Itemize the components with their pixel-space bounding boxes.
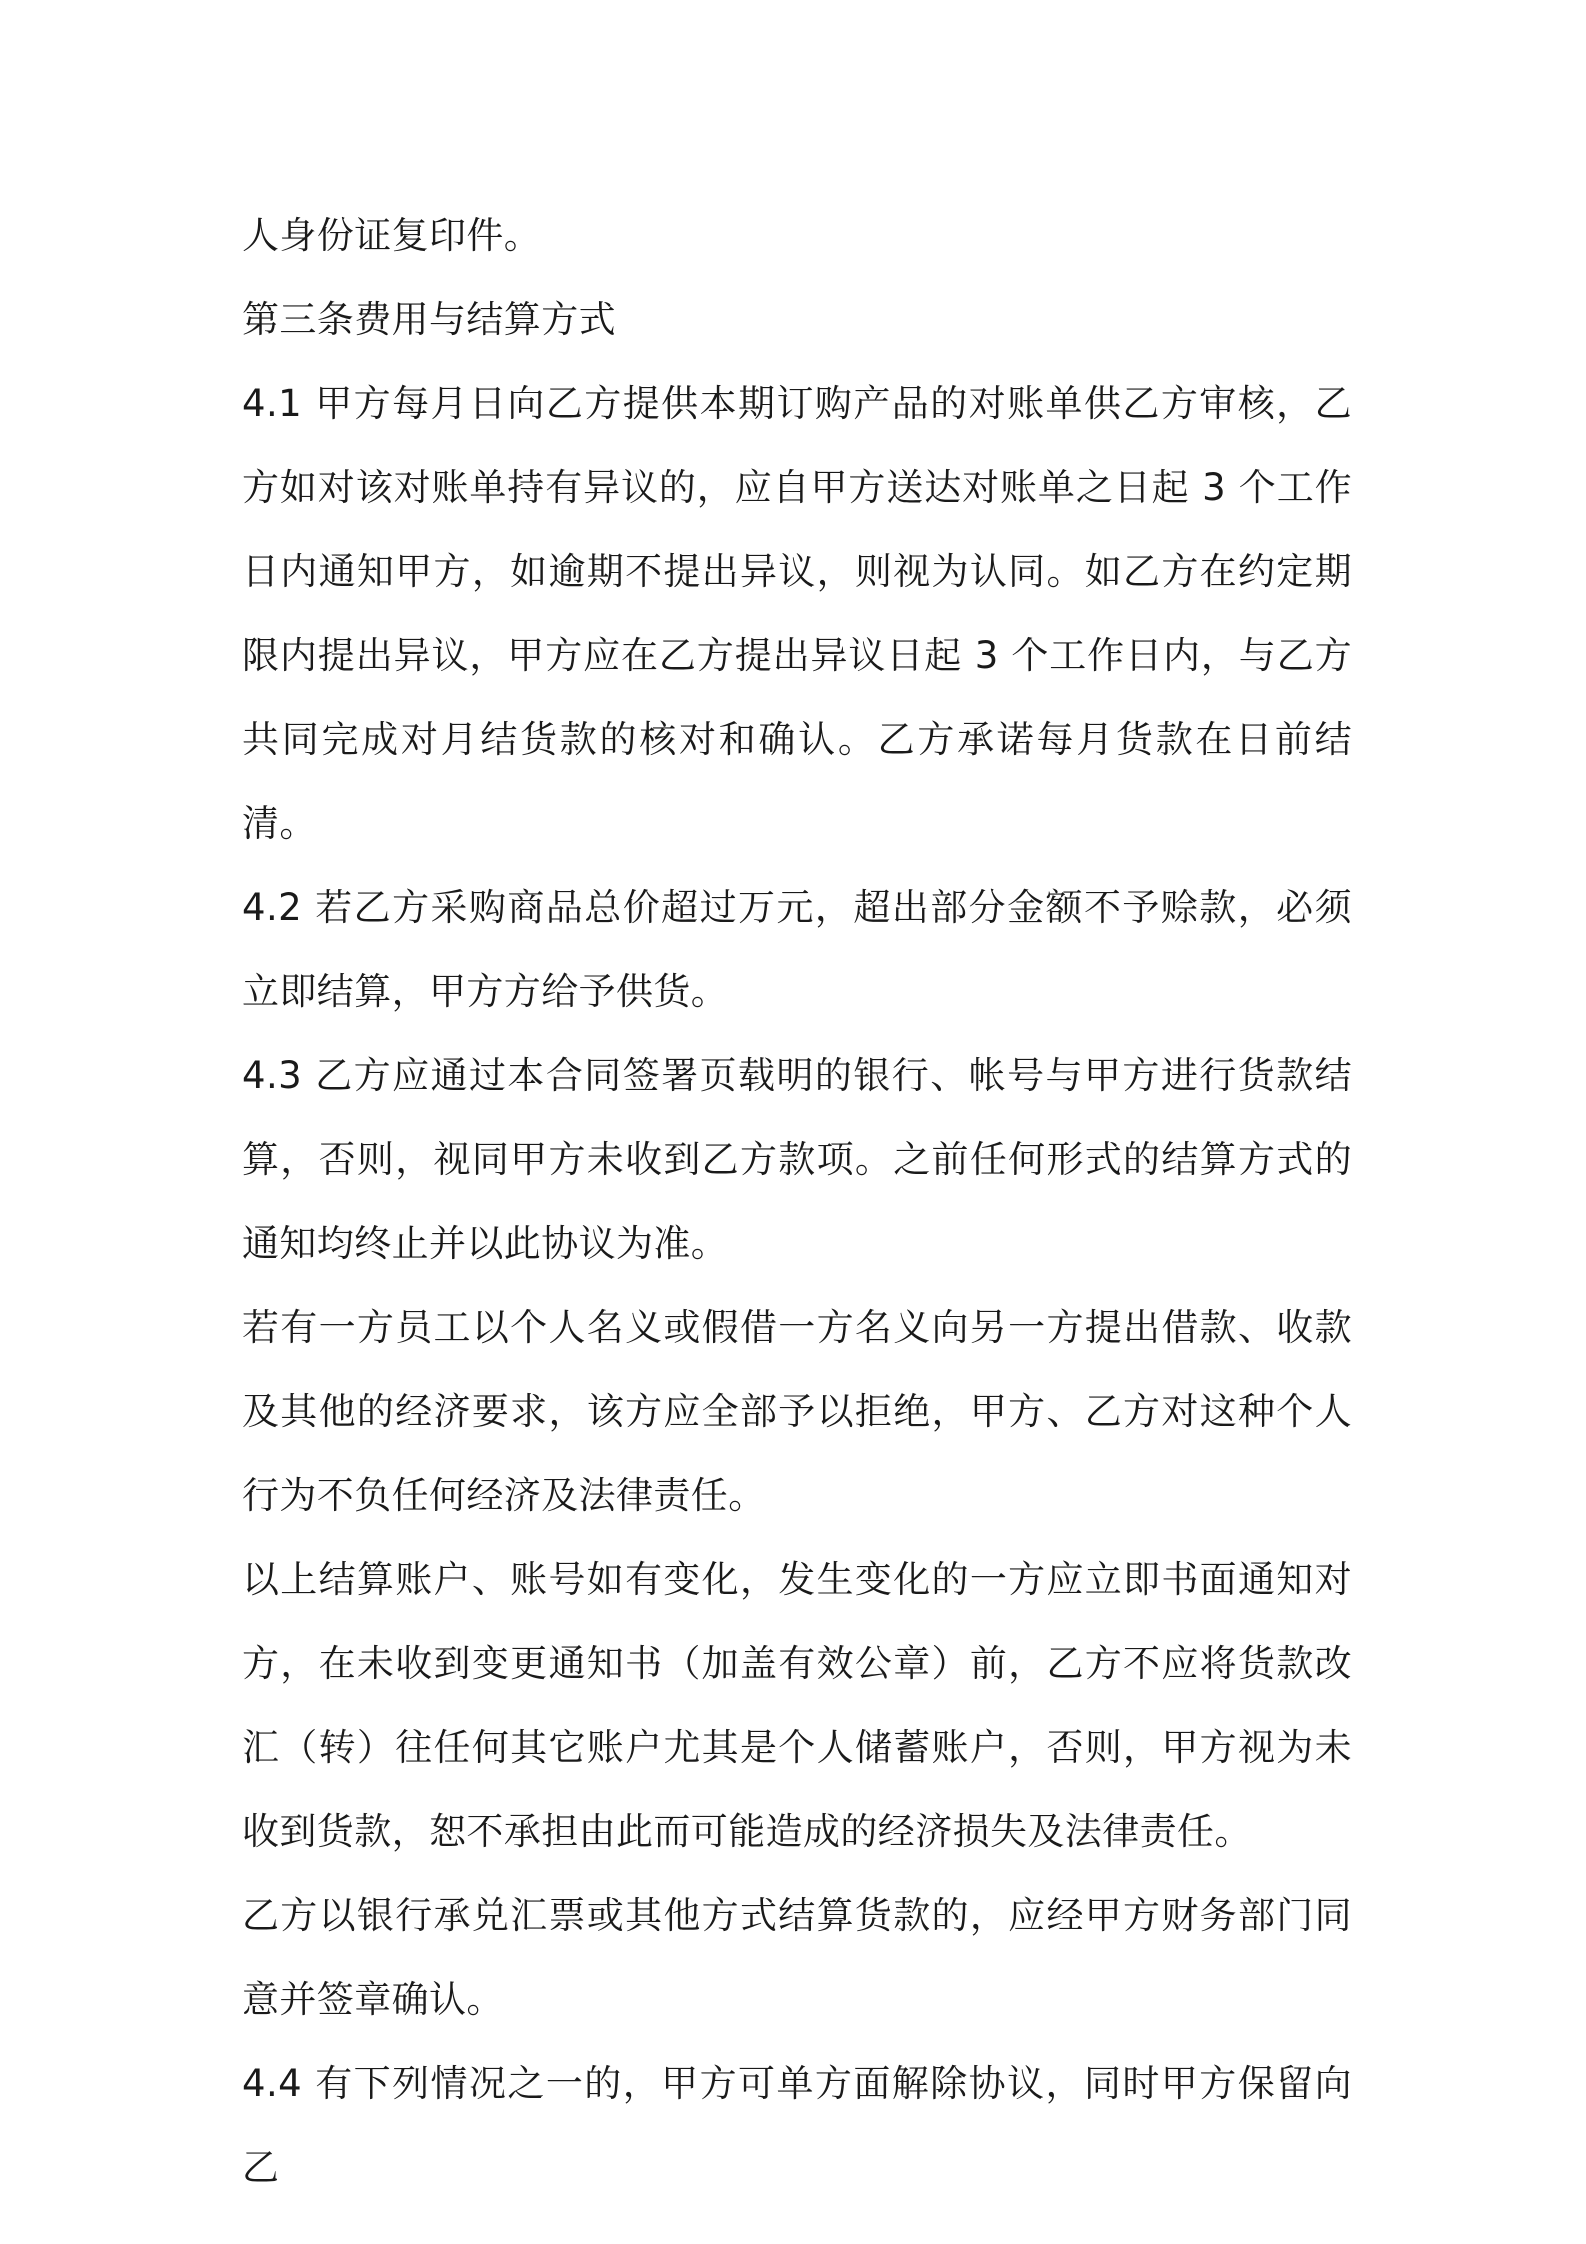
clause-4-3: 4.3 乙方应通过本合同签署页载明的银行、帐号与甲方进行货款结算，否则，视同甲方未收到乙方款项。之前任何形式的结算方式的通知均终止并以此协议为准。 — [242, 1054, 1352, 1265]
clause-4-4: 4.4 有下列情况之一的，甲方可单方面解除协议，同时甲方保留向乙 — [242, 2062, 1352, 2189]
paragraph-bank-acceptance: 乙方以银行承兑汇票或其他方式结算货款的，应经甲方财务部门同意并签章确认。 — [242, 1894, 1352, 2021]
section-heading-fees-settlement: 第三条费用与结算方式 — [242, 298, 616, 341]
paragraph-employee-requests: 若有一方员工以个人名义或假借一方名义向另一方提出借款、收款及其他的经济要求，该方应全部予以拒绝，甲方、乙方对这种个人行为不负任何经济及法律责任。 — [242, 1306, 1352, 1517]
clause-4-2: 4.2 若乙方采购商品总价超过万元，超出部分金额不予赊款，必须立即结算，甲方方给予供货。 — [242, 886, 1352, 1013]
document-body — [242, 194, 1352, 2210]
paragraph-id-copy: 人身份证复印件。 — [242, 214, 542, 257]
paragraph-account-changes: 以上结算账户、账号如有变化，发生变化的一方应立即书面通知对方，在未收到变更通知书（加盖有效公章）前，乙方不应将货款改汇（转）往任何其它账户尤其是个人储蓄账户，否则，甲方视为未收到货款，恕不承担由此而可能造成的经济损失及法律责任。 — [242, 1558, 1352, 1853]
clause-4-1: 4.1 甲方每月日向乙方提供本期订购产品的对账单供乙方审核，乙方如对该对账单持有异议的，应自甲方送达对账单之日起 3 个工作日内通知甲方，如逾期不提出异议，则视为认同。如乙方在约定期限内提出异议，甲方应在乙方提出异议日起 3 个工作日内，与乙方共同完成对月结货款的核对和确认。乙方承诺每月货款在日前结清。 — [242, 382, 1352, 845]
